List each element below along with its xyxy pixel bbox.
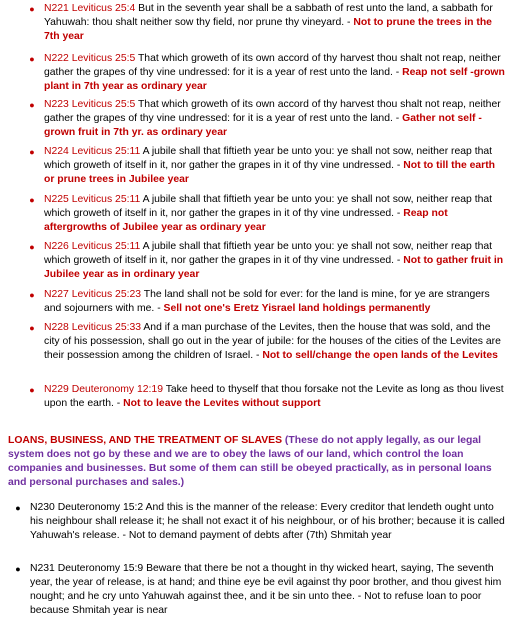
bullet-icon: ●	[29, 4, 35, 14]
bullet-icon: ●	[15, 564, 21, 574]
item-title: Not to leave the Levites without support	[123, 398, 321, 409]
list-item	[15, 501, 506, 543]
item-body: Take heed to thyself that thou forsake not the Levite as long as thou livest upon the earth. -	[44, 384, 504, 409]
item-reference: N222 Leviticus 25:5	[44, 53, 136, 64]
item-body: A jubile shall that fiftieth year be unto you: ye shall not sow, neither reap that which groweth of itself in it, nor gather the grapes in it of thy vine undressed. -	[44, 241, 493, 266]
list-item	[29, 321, 506, 363]
item-body: A jubile shall that fiftieth year be unto you: ye shall not sow, neither reap that which groweth of itself in it, nor gather the grapes in it of thy vine undressed. -	[44, 146, 493, 171]
item-body: That which groweth of its own accord of thy harvest thou shalt not reap, neither gather the grapes of thy vine undressed: for it is a year of rest unto the land. -	[44, 53, 501, 78]
section-heading-block	[8, 434, 510, 490]
item-title: Not to till the earth or prune trees in Jubilee year	[44, 160, 496, 185]
item-reference: N228 Leviticus 25:33	[44, 322, 142, 333]
item-reference: N227 Leviticus 25:23	[44, 289, 142, 300]
item-title: Reap not aftergrowths of Jubilee year as ordinary year	[44, 208, 448, 233]
item-text: N231 Deuteronomy 15:9 Beware that there be not a thought in thy wicked heart, saying, The seventh year, the year of release, is at hand; and thine eye be evil against thy poor brother, and thou givest him nought; and he cry unto Yahuwah against thee, and it be sin unto thee. - Not to refuse loan to poor because Shmitah year is near	[30, 563, 502, 616]
list-item	[29, 383, 506, 411]
bullet-icon: ●	[29, 54, 35, 64]
item-reference: N221 Leviticus 25:4	[44, 3, 136, 14]
item-title: Not to sell/change the open lands of the Levites	[262, 350, 498, 361]
list-item	[29, 193, 506, 235]
bullet-icon: ●	[29, 147, 35, 157]
bullet-icon: ●	[29, 100, 35, 110]
item-title: Gather not self -grown fruit in 7th yr. as ordinary year	[44, 113, 482, 138]
item-body: But in the seventh year shall be a sabbath of rest unto the land, a sabbath for Yahuwah: thou shalt neither sow thy field, nor prune thy vineyard. -	[44, 3, 493, 28]
bullet-icon: ●	[15, 503, 21, 513]
section-note: (These do not apply legally, as our legal system does not go by these and we are to obey the laws of our land, which control the loan companies and businesses. But some of them can still be obeyed practically, as in personal loans and personal purchases and sales.)	[8, 435, 492, 488]
list-item	[29, 98, 506, 140]
item-title: Sell not one's Eretz Yisrael land holdings permanently	[163, 303, 431, 314]
bullet-icon: ●	[29, 323, 35, 333]
item-body: The land shall not be sold for ever: for the land is mine, for ye are strangers and sojourners with me. -	[44, 289, 490, 314]
item-title: Not to prune the trees in the 7th year	[44, 17, 492, 42]
section-heading: LOANS, BUSINESS, AND THE TREATMENT OF SLAVES	[8, 435, 283, 446]
item-reference: N225 Leviticus 25:11	[44, 194, 141, 205]
item-title: Not to gather fruit in Jubilee year as in ordinary year	[44, 255, 504, 280]
list-item	[29, 145, 506, 187]
list-item	[29, 2, 506, 44]
list-item	[29, 52, 506, 94]
item-body: That which groweth of its own accord of thy harvest thou shalt not reap, neither gather the grapes of thy vine undressed: for it is a year of rest unto the land. -	[44, 99, 501, 124]
list-item	[29, 288, 506, 316]
bullet-icon: ●	[29, 242, 35, 252]
item-reference: N224 Leviticus 25:11	[44, 146, 141, 157]
item-reference: N229 Deuteronomy 12:19	[44, 384, 163, 395]
bullet-icon: ●	[29, 195, 35, 205]
item-body: And if a man purchase of the Levites, then the house that was sold, and the city of his possession, shall go out in the year of jubile: for the houses of the cities of the Levites are their possession among the children of Israel. -	[44, 322, 501, 361]
item-title: Reap not self -grown plant in 7th year as ordinary year	[44, 67, 505, 92]
item-body: A jubile shall that fiftieth year be unto you: ye shall not sow, neither reap that which groweth of itself in it, nor gather the grapes in it of thy vine undressed. -	[44, 194, 493, 219]
item-reference: N226 Leviticus 25:11	[44, 241, 141, 252]
item-reference: N223 Leviticus 25:5	[44, 99, 136, 110]
bullet-icon: ●	[29, 290, 35, 300]
list-item	[15, 562, 506, 618]
item-text: N230 Deuteronomy 15:2 And this is the manner of the release: Every creditor that lendeth ought unto his neighbour shall release it; he shall not exact it of his neighbour, or of his brother; because it is called Yahuwah's release. - Not to demand payment of debts after (7th) Shmitah year	[30, 502, 505, 541]
bullet-icon: ●	[29, 385, 35, 395]
list-item	[29, 240, 506, 282]
